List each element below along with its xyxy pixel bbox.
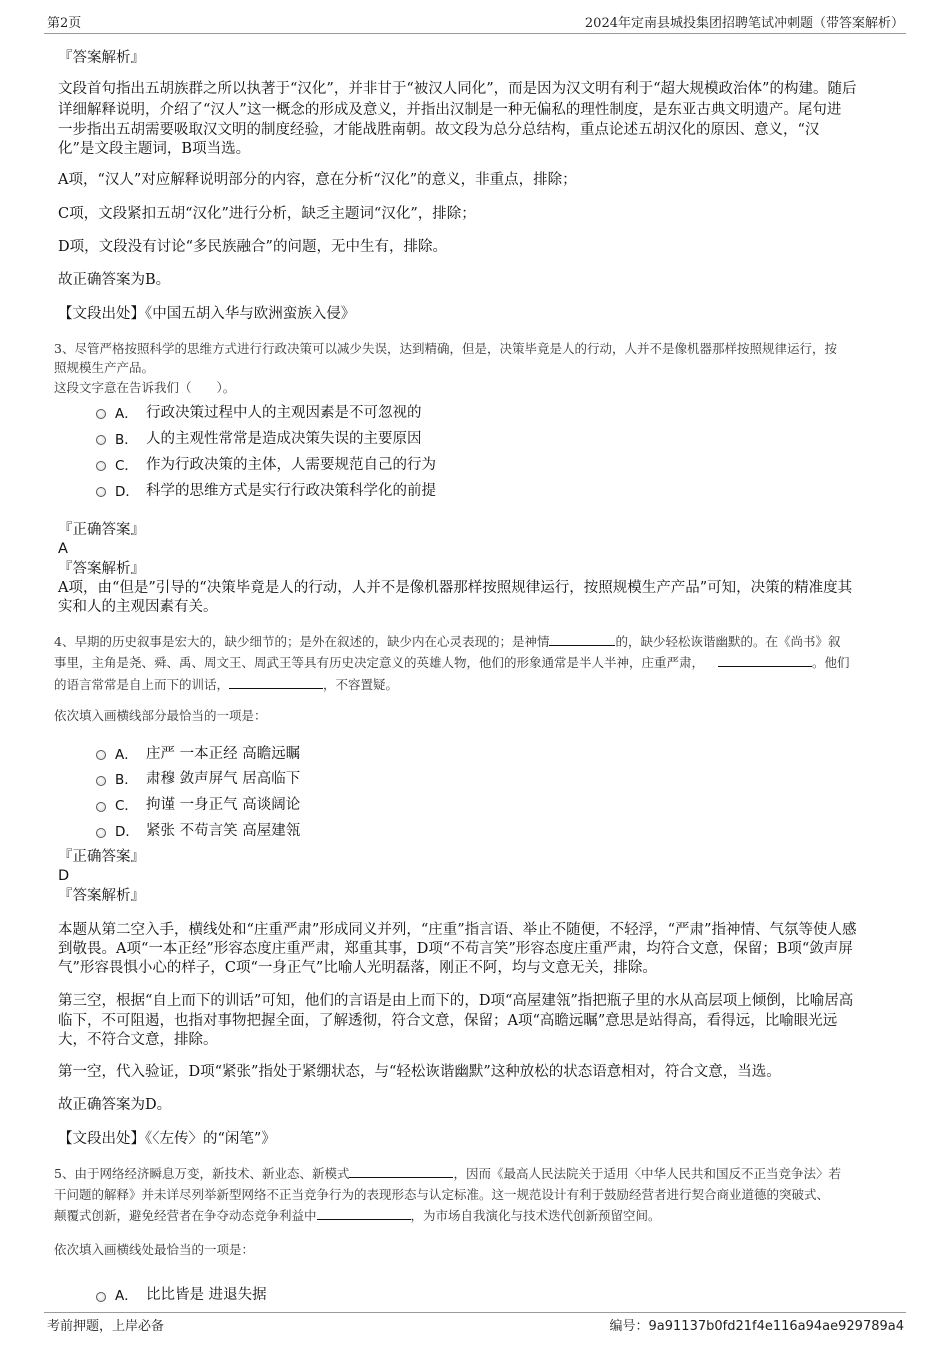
q4-stem-line-2: [54, 651, 850, 674]
footer-divider: [44, 1312, 906, 1313]
footer-code: [610, 1315, 905, 1334]
q2-analysis-line-3: 一步指出五胡需要吸取汉文明的制度经验，才能战胜南朝。故文段为总分总结构，重点论述五胡汉化的原因、意义，“汉: [58, 122, 820, 138]
radio-button-icon[interactable]: [96, 409, 106, 419]
q4-analysis-p2-line-3: 大，不符合文意，排除。: [58, 1032, 218, 1048]
q4-analysis-p1-line-3: 气”形容畏惧小心的样子，C项“一身正气”比喻人光明磊落，刚正不阿，均与文意无关，排除。: [58, 960, 657, 976]
q4-analysis-p1-line-1: 本题从第二空入手，横线处和“庄重严肃”形成同义并列，“庄重”指言语、举止不随便，不轻浮，“严肃”指神情、气氛等使人感: [58, 922, 857, 938]
q2-option-a-analysis: A项，“汉人”对应解释说明部分的内容，意在分析“汉化”的意义，非重点，排除；: [58, 172, 577, 188]
radio-button-icon[interactable]: [96, 828, 106, 838]
q3-answer-title: 『正确答案』: [58, 522, 145, 538]
q5-stem-line-2: 干问题的解释》并未详尽列举新型网络不正当竞争行为的表现形态与认定标准。这一规范设计有利于鼓励经营者进行契合商业道德的突破式、: [54, 1187, 830, 1202]
q4-stem-text: 。他们: [812, 655, 850, 670]
option-text: 人的主观性常常是造成决策失误的主要原因: [146, 431, 422, 447]
fill-blank-2[interactable]: [317, 1207, 411, 1220]
option-letter: A．: [115, 1288, 138, 1304]
q2-option-d-analysis: D项，文段没有讨论“多民族融合”的问题，无中生有，排除。: [58, 239, 447, 255]
q4-analysis-title: 『答案解析』: [58, 888, 145, 904]
q5-stem-text: 颠覆式创新，避免经营者在争夺动态竞争利益中: [54, 1208, 317, 1223]
fill-blank-1[interactable]: [349, 1165, 453, 1178]
q5-prompt: 依次填入画横线处最恰当的一项是：: [54, 1242, 255, 1257]
q4-stem-line-3: [54, 673, 398, 696]
option-text: 比比皆是 进退失据: [146, 1287, 267, 1303]
q3-analysis-title: 『答案解析』: [58, 561, 145, 577]
option-letter: C．: [115, 798, 138, 814]
header-divider: [44, 33, 906, 34]
option-text: 行政决策过程中人的主观因素是不可忽视的: [146, 405, 422, 421]
page-number: 第2页: [47, 16, 82, 31]
radio-button-icon[interactable]: [96, 776, 106, 786]
option-text: 作为行政决策的主体，人需要规范自己的行为: [146, 457, 436, 473]
radio-button-icon[interactable]: [96, 435, 106, 445]
q4-stem-text: 的，缺少轻松诙谐幽默的。在《尚书》叙: [615, 634, 841, 649]
q4-stem-text: 的语言常常是自上而下的训话，: [54, 677, 230, 692]
option-letter: B．: [115, 772, 138, 788]
document-title: 2024年定南县城投集团招聘笔试冲刺题（带答案解析）: [584, 16, 904, 31]
q3-stem-line-2: 照规模生产产品。: [54, 360, 155, 375]
q2-source: 【文段出处】《中国五胡入华与欧洲蛮族入侵》: [58, 306, 356, 322]
q4-analysis-p1-line-2: 到敬畏。A项“一本正经”形容态度庄重严肃，郑重其事，D项“不苟言笑”形容态度庄重严肃，均符合文意，保留；B项“敛声屏: [58, 941, 853, 957]
q2-analysis-line-1: 文段首句指出五胡族群之所以执著于“汉化”，并非甘于“被汉人同化”，而是因为汉文明有利于“超大规模政治体”的构建。随后: [58, 81, 857, 97]
radio-button-icon[interactable]: [96, 1292, 106, 1302]
q2-analysis-line-2: 详细解释说明，介绍了“汉人”这一概念的形成及意义，并指出汉制是一种无偏私的理性制度，是东亚古典文明遗产。尾句进: [58, 102, 842, 118]
q5-stem-line-3: [54, 1204, 661, 1227]
radio-button-icon[interactable]: [96, 487, 106, 497]
q3-answer: A: [58, 541, 68, 557]
footer-slogan: 考前押题，上岸必备: [47, 1319, 165, 1334]
q3-stem-line-1: 3、尽管严格按照科学的思维方式进行行政决策可以减少失误，达到精确，但是，决策毕竟是人的行动，人并不是像机器那样按照规律运行，按: [54, 341, 837, 356]
q3-analysis-line-1: A项，由“但是”引导的“决策毕竟是人的行动，人并不是像机器那样按照规律运行，按照规模生产产品”可知，决策的精准度其: [58, 580, 853, 596]
option-text: 科学的思维方式是实行行政决策科学化的前提: [146, 483, 436, 499]
option-text: 庄严 一本正经 高瞻远瞩: [146, 746, 301, 762]
q2-conclusion: 故正确答案为B。: [58, 272, 171, 288]
q5-stem-text: ，因而《最高人民法院关于适用〈中华人民共和国反不正当竞争法〉若: [453, 1166, 841, 1181]
radio-button-icon[interactable]: [96, 461, 106, 471]
option-letter: D．: [115, 824, 139, 840]
option-letter: B．: [115, 432, 138, 448]
q3-stem-line-3: 这段文字意在告诉我们（ ）。: [54, 380, 236, 395]
q4-answer-title: 『正确答案』: [58, 849, 145, 865]
fill-blank-2[interactable]: [718, 654, 812, 667]
q4-stem-text: ，不容置疑。: [323, 677, 399, 692]
footer-code-label: 编号：: [609, 1319, 649, 1334]
q3-analysis-line-2: 实和人的主观因素有关。: [58, 599, 218, 615]
footer-code-value: 9a91137b0fd21f4e116a94ae929789a4: [648, 1319, 904, 1334]
q4-answer: D: [58, 868, 70, 884]
q4-source: 【文段出处】《〈左传〉的“闲笔”》: [58, 1131, 276, 1147]
option-text: 紧张 不苟言笑 高屋建瓴: [146, 823, 301, 839]
fill-blank-3[interactable]: [229, 676, 323, 689]
q5-stem-text: ，为市场自我演化与技术迭代创新预留空间。: [410, 1208, 661, 1223]
fill-blank-1[interactable]: [549, 633, 615, 646]
radio-button-icon[interactable]: [96, 802, 106, 812]
q4-analysis-p3: 第一空，代入验证，D项“紧张”指处于紧绷状态，与“轻松诙谐幽默”这种放松的状态语意相对，符合文意，当选。: [58, 1064, 781, 1080]
q2-option-c-analysis: C项，文段紧扣五胡“汉化”进行分析，缺乏主题词“汉化”，排除；: [58, 206, 476, 222]
q4-analysis-p2-line-1: 第三空，根据“自上而下的训话”可知，他们的言语是由上而下的，D项“高屋建瓴”指把瓶子里的水从高层项上倾倒，比喻居高: [58, 993, 854, 1009]
radio-button-icon[interactable]: [96, 750, 106, 760]
q4-stem-text: 4、早期的历史叙事是宏大的，缺少细节的；是外在叙述的，缺少内在心灵表现的；是神情: [54, 634, 550, 649]
q4-stem-text: 事里，主角是尧、舜、禹、周文王、周武王等具有历史决定意义的英雄人物，他们的形象通常是半人半神，庄重严肃，: [54, 655, 705, 670]
option-letter: D．: [115, 484, 139, 500]
option-letter: A．: [115, 406, 138, 422]
q4-conclusion: 故正确答案为D。: [58, 1097, 172, 1113]
q4-prompt: 依次填入画横线部分最恰当的一项是：: [54, 708, 267, 723]
q4-analysis-p2-line-2: 临下，不可阻遏，也指对事物把握全面，了解透彻，符合文意，保留；A项“高瞻远瞩”意思是站得高，看得远，比喻眼光远: [58, 1013, 838, 1029]
q5-stem-text: 5、由于网络经济瞬息万变，新技术、新业态、新模式: [54, 1166, 350, 1181]
q2-analysis-line-4: 化”是文段主题词，B项当选。: [58, 141, 251, 157]
option-text: 肃穆 敛声屏气 居高临下: [146, 771, 301, 787]
q2-analysis-title: 『答案解析』: [58, 50, 145, 66]
option-letter: C．: [115, 458, 138, 474]
q5-stem-line-1: [54, 1162, 841, 1185]
option-letter: A．: [115, 747, 138, 763]
option-text: 拘谨 一身正气 高谈阔论: [146, 797, 301, 813]
q4-stem-line-1: [54, 630, 840, 653]
